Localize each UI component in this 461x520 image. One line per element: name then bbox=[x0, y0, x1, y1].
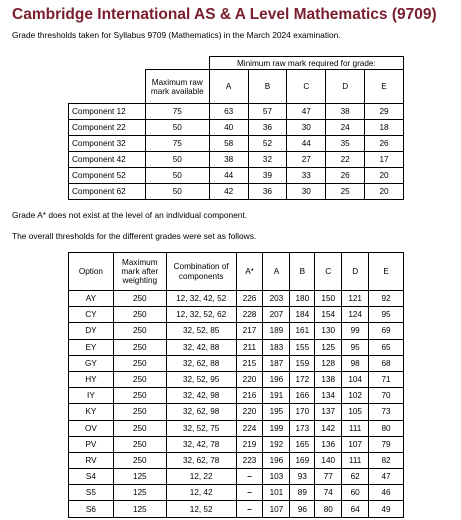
max-weighting-cell: 250 bbox=[113, 388, 166, 404]
grade-threshold-cell: 140 bbox=[315, 452, 342, 468]
grade-threshold-cell: 79 bbox=[369, 436, 404, 452]
grade-threshold-cell: 165 bbox=[290, 436, 315, 452]
max-mark-cell: 50 bbox=[145, 184, 209, 200]
combination-cell: 12, 52 bbox=[166, 501, 236, 517]
combination-cell: 32, 42, 78 bbox=[166, 436, 236, 452]
max-weighting-cell: 250 bbox=[113, 339, 166, 355]
max-raw-mark-header: Maximum raw mark available bbox=[145, 70, 209, 104]
grade-threshold-cell: 130 bbox=[315, 323, 342, 339]
grade-threshold-cell: 173 bbox=[290, 420, 315, 436]
option-code: PV bbox=[69, 436, 114, 452]
grade-threshold-cell: 224 bbox=[236, 420, 263, 436]
grade-threshold-cell: 183 bbox=[263, 339, 290, 355]
grade-threshold-cell: 69 bbox=[369, 323, 404, 339]
max-weighting-cell: 125 bbox=[113, 485, 166, 501]
grade-header-c: C bbox=[315, 253, 342, 291]
grade-mark-cell: 40 bbox=[209, 120, 248, 136]
grade-threshold-cell: 180 bbox=[290, 291, 315, 307]
grade-threshold-cell: 128 bbox=[315, 355, 342, 371]
max-mark-cell: 50 bbox=[145, 152, 209, 168]
grade-mark-cell: 35 bbox=[326, 136, 365, 152]
table-row bbox=[69, 452, 404, 468]
grade-threshold-cell: 98 bbox=[342, 355, 369, 371]
grade-threshold-cell: 92 bbox=[369, 291, 404, 307]
option-code: CY bbox=[69, 307, 114, 323]
grade-mark-cell: 20 bbox=[365, 184, 404, 200]
grade-mark-cell: 36 bbox=[248, 184, 287, 200]
table-row bbox=[69, 339, 404, 355]
max-weighting-cell: 125 bbox=[113, 469, 166, 485]
component-label: Component 22 bbox=[69, 120, 146, 136]
table-row bbox=[69, 436, 404, 452]
grade-mark-cell: 36 bbox=[248, 120, 287, 136]
grade-header-d: D bbox=[342, 253, 369, 291]
combination-cell: 32, 62, 98 bbox=[166, 404, 236, 420]
min-raw-mark-header: Minimum raw mark required for grade: bbox=[209, 57, 403, 70]
option-code: S4 bbox=[69, 469, 114, 485]
grade-mark-cell: 30 bbox=[287, 120, 326, 136]
grade-threshold-cell: 191 bbox=[263, 388, 290, 404]
max-mark-cell: 75 bbox=[145, 136, 209, 152]
grade-mark-cell: 39 bbox=[248, 168, 287, 184]
max-mark-cell: 50 bbox=[145, 168, 209, 184]
grade-threshold-cell: 150 bbox=[315, 291, 342, 307]
option-code: EY bbox=[69, 339, 114, 355]
grade-threshold-cell: 107 bbox=[263, 501, 290, 517]
grade-threshold-cell: 159 bbox=[290, 355, 315, 371]
grade-header-a-star: A* bbox=[236, 253, 263, 291]
option-code: OV bbox=[69, 420, 114, 436]
grade-mark-cell: 47 bbox=[287, 104, 326, 120]
option-code: S6 bbox=[69, 501, 114, 517]
grade-threshold-cell: 121 bbox=[342, 291, 369, 307]
table-row bbox=[69, 404, 404, 420]
grade-mark-cell: 58 bbox=[209, 136, 248, 152]
option-code: HY bbox=[69, 371, 114, 387]
grade-threshold-cell: 107 bbox=[342, 436, 369, 452]
grade-threshold-cell: 73 bbox=[369, 404, 404, 420]
grade-threshold-cell: 89 bbox=[290, 485, 315, 501]
max-weighting-cell: 250 bbox=[113, 323, 166, 339]
component-label: Component 52 bbox=[69, 168, 146, 184]
grade-mark-cell: 38 bbox=[209, 152, 248, 168]
grade-threshold-cell: 77 bbox=[315, 469, 342, 485]
grade-mark-cell: 30 bbox=[287, 184, 326, 200]
grade-mark-cell: 63 bbox=[209, 104, 248, 120]
grade-threshold-cell: 220 bbox=[236, 404, 263, 420]
option-code: S5 bbox=[69, 485, 114, 501]
component-thresholds-table bbox=[68, 56, 404, 200]
table-row bbox=[69, 469, 404, 485]
table-row bbox=[69, 307, 404, 323]
grade-threshold-cell: 46 bbox=[369, 485, 404, 501]
option-code: RV bbox=[69, 452, 114, 468]
grade-threshold-cell: 71 bbox=[369, 371, 404, 387]
grade-threshold-cell: 136 bbox=[315, 436, 342, 452]
grade-header-a: A bbox=[263, 253, 290, 291]
component-label: Component 42 bbox=[69, 152, 146, 168]
max-mark-cell: 75 bbox=[145, 104, 209, 120]
grade-threshold-cell: 138 bbox=[315, 371, 342, 387]
grade-header-c: C bbox=[287, 70, 326, 104]
combination-cell: 32, 62, 88 bbox=[166, 355, 236, 371]
grade-threshold-cell: 125 bbox=[315, 339, 342, 355]
grade-threshold-cell: 104 bbox=[342, 371, 369, 387]
component-label: Component 32 bbox=[69, 136, 146, 152]
grade-mark-cell: 32 bbox=[248, 152, 287, 168]
max-mark-cell: 50 bbox=[145, 120, 209, 136]
grade-threshold-cell: – bbox=[236, 501, 263, 517]
grade-threshold-cell: 70 bbox=[369, 388, 404, 404]
grade-threshold-cell: 80 bbox=[369, 420, 404, 436]
grade-threshold-cell: 105 bbox=[342, 404, 369, 420]
component-label: Component 12 bbox=[69, 104, 146, 120]
combination-cell: 12, 22 bbox=[166, 469, 236, 485]
grade-mark-cell: 42 bbox=[209, 184, 248, 200]
max-weighting-cell: 250 bbox=[113, 371, 166, 387]
grade-threshold-cell: 170 bbox=[290, 404, 315, 420]
grade-threshold-cell: 47 bbox=[369, 469, 404, 485]
table-row bbox=[69, 168, 404, 184]
grade-header-e: E bbox=[365, 70, 404, 104]
grade-mark-cell: 18 bbox=[365, 120, 404, 136]
grade-threshold-cell: 215 bbox=[236, 355, 263, 371]
grade-threshold-cell: 195 bbox=[263, 404, 290, 420]
table-row bbox=[69, 388, 404, 404]
grade-threshold-cell: – bbox=[236, 485, 263, 501]
grade-threshold-cell: 95 bbox=[369, 307, 404, 323]
option-thresholds-table bbox=[68, 252, 404, 518]
grade-threshold-cell: 49 bbox=[369, 501, 404, 517]
grade-mark-cell: 29 bbox=[365, 104, 404, 120]
table-row bbox=[69, 291, 404, 307]
grade-threshold-cell: 154 bbox=[315, 307, 342, 323]
a-star-note: Grade A* does not exist at the level of an individual component. bbox=[12, 210, 248, 220]
grade-threshold-cell: 62 bbox=[342, 469, 369, 485]
grade-threshold-cell: – bbox=[236, 469, 263, 485]
max-weighting-cell: 125 bbox=[113, 501, 166, 517]
component-label: Component 62 bbox=[69, 184, 146, 200]
table-row bbox=[69, 152, 404, 168]
grade-threshold-cell: 155 bbox=[290, 339, 315, 355]
grade-threshold-cell: 166 bbox=[290, 388, 315, 404]
grade-threshold-cell: 124 bbox=[342, 307, 369, 323]
combination-cell: 32, 42, 88 bbox=[166, 339, 236, 355]
grade-threshold-cell: 196 bbox=[263, 371, 290, 387]
grade-threshold-cell: 187 bbox=[263, 355, 290, 371]
grade-threshold-cell: 60 bbox=[342, 485, 369, 501]
table-row bbox=[69, 120, 404, 136]
table-row bbox=[69, 371, 404, 387]
grade-threshold-cell: 111 bbox=[342, 452, 369, 468]
grade-mark-cell: 22 bbox=[326, 152, 365, 168]
grade-mark-cell: 20 bbox=[365, 168, 404, 184]
combination-cell: 32, 52, 75 bbox=[166, 420, 236, 436]
grade-threshold-cell: 64 bbox=[342, 501, 369, 517]
option-header: Option bbox=[69, 253, 114, 291]
grade-threshold-cell: 169 bbox=[290, 452, 315, 468]
grade-threshold-cell: 68 bbox=[369, 355, 404, 371]
grade-threshold-cell: 207 bbox=[263, 307, 290, 323]
grade-threshold-cell: 223 bbox=[236, 452, 263, 468]
grade-threshold-cell: 172 bbox=[290, 371, 315, 387]
grade-threshold-cell: 219 bbox=[236, 436, 263, 452]
grade-mark-cell: 26 bbox=[326, 168, 365, 184]
grade-threshold-cell: 101 bbox=[263, 485, 290, 501]
grade-mark-cell: 33 bbox=[287, 168, 326, 184]
grade-threshold-cell: 99 bbox=[342, 323, 369, 339]
grade-threshold-cell: 65 bbox=[369, 339, 404, 355]
grade-threshold-cell: 161 bbox=[290, 323, 315, 339]
grade-mark-cell: 57 bbox=[248, 104, 287, 120]
max-weighting-cell: 250 bbox=[113, 420, 166, 436]
intro-text: Grade thresholds taken for Syllabus 9709 (Mathematics) in the March 2024 examination. bbox=[12, 30, 341, 40]
max-weighting-cell: 250 bbox=[113, 307, 166, 323]
page-title: Cambridge International AS & A Level Mathematics (9709) bbox=[12, 6, 437, 23]
combination-cell: 32, 52, 95 bbox=[166, 371, 236, 387]
table-row bbox=[69, 355, 404, 371]
overall-note: The overall thresholds for the different grades were set as follows. bbox=[12, 231, 257, 241]
grade-mark-cell: 24 bbox=[326, 120, 365, 136]
grade-header-a: A bbox=[209, 70, 248, 104]
max-weighting-cell: 250 bbox=[113, 452, 166, 468]
grade-threshold-cell: 103 bbox=[263, 469, 290, 485]
grade-header-b: B bbox=[248, 70, 287, 104]
grade-mark-cell: 17 bbox=[365, 152, 404, 168]
grade-threshold-cell: 216 bbox=[236, 388, 263, 404]
grade-header-b: B bbox=[290, 253, 315, 291]
grade-threshold-cell: 142 bbox=[315, 420, 342, 436]
grade-threshold-cell: 226 bbox=[236, 291, 263, 307]
table-row bbox=[69, 420, 404, 436]
combination-cell: 12, 42 bbox=[166, 485, 236, 501]
grade-threshold-cell: 93 bbox=[290, 469, 315, 485]
option-code: AY bbox=[69, 291, 114, 307]
table-row bbox=[69, 104, 404, 120]
combination-cell: 32, 62, 78 bbox=[166, 452, 236, 468]
grade-threshold-cell: 96 bbox=[290, 501, 315, 517]
grade-mark-cell: 38 bbox=[326, 104, 365, 120]
max-weighting-cell: 250 bbox=[113, 404, 166, 420]
grade-threshold-cell: 192 bbox=[263, 436, 290, 452]
grade-threshold-cell: 228 bbox=[236, 307, 263, 323]
table-row bbox=[69, 136, 404, 152]
max-weighting-cell: 250 bbox=[113, 436, 166, 452]
max-weighting-header: Maximum mark after weighting bbox=[113, 253, 166, 291]
combination-header: Combination of components bbox=[166, 253, 236, 291]
table-row bbox=[69, 501, 404, 517]
grade-threshold-cell: 199 bbox=[263, 420, 290, 436]
max-weighting-cell: 250 bbox=[113, 291, 166, 307]
option-code: IY bbox=[69, 388, 114, 404]
grade-threshold-cell: 74 bbox=[315, 485, 342, 501]
max-weighting-cell: 250 bbox=[113, 355, 166, 371]
combination-cell: 12, 32, 42, 52 bbox=[166, 291, 236, 307]
grade-threshold-cell: 111 bbox=[342, 420, 369, 436]
grade-threshold-cell: 217 bbox=[236, 323, 263, 339]
grade-threshold-cell: 211 bbox=[236, 339, 263, 355]
option-code: KY bbox=[69, 404, 114, 420]
combination-cell: 32, 42, 98 bbox=[166, 388, 236, 404]
grade-threshold-cell: 82 bbox=[369, 452, 404, 468]
grade-mark-cell: 44 bbox=[209, 168, 248, 184]
grade-threshold-cell: 203 bbox=[263, 291, 290, 307]
combination-cell: 12, 32, 52, 62 bbox=[166, 307, 236, 323]
grade-mark-cell: 27 bbox=[287, 152, 326, 168]
grade-mark-cell: 52 bbox=[248, 136, 287, 152]
table-row bbox=[69, 184, 404, 200]
grade-threshold-cell: 196 bbox=[263, 452, 290, 468]
option-code: GY bbox=[69, 355, 114, 371]
grade-threshold-cell: 134 bbox=[315, 388, 342, 404]
grade-header-d: D bbox=[326, 70, 365, 104]
grade-header-e: E bbox=[369, 253, 404, 291]
grade-mark-cell: 44 bbox=[287, 136, 326, 152]
grade-threshold-cell: 137 bbox=[315, 404, 342, 420]
grade-threshold-cell: 189 bbox=[263, 323, 290, 339]
combination-cell: 32, 52, 85 bbox=[166, 323, 236, 339]
grade-mark-cell: 26 bbox=[365, 136, 404, 152]
grade-threshold-cell: 80 bbox=[315, 501, 342, 517]
grade-threshold-cell: 184 bbox=[290, 307, 315, 323]
option-code: DY bbox=[69, 323, 114, 339]
grade-threshold-cell: 220 bbox=[236, 371, 263, 387]
table-row bbox=[69, 323, 404, 339]
grade-threshold-cell: 102 bbox=[342, 388, 369, 404]
grade-mark-cell: 25 bbox=[326, 184, 365, 200]
table-row bbox=[69, 485, 404, 501]
grade-threshold-cell: 95 bbox=[342, 339, 369, 355]
